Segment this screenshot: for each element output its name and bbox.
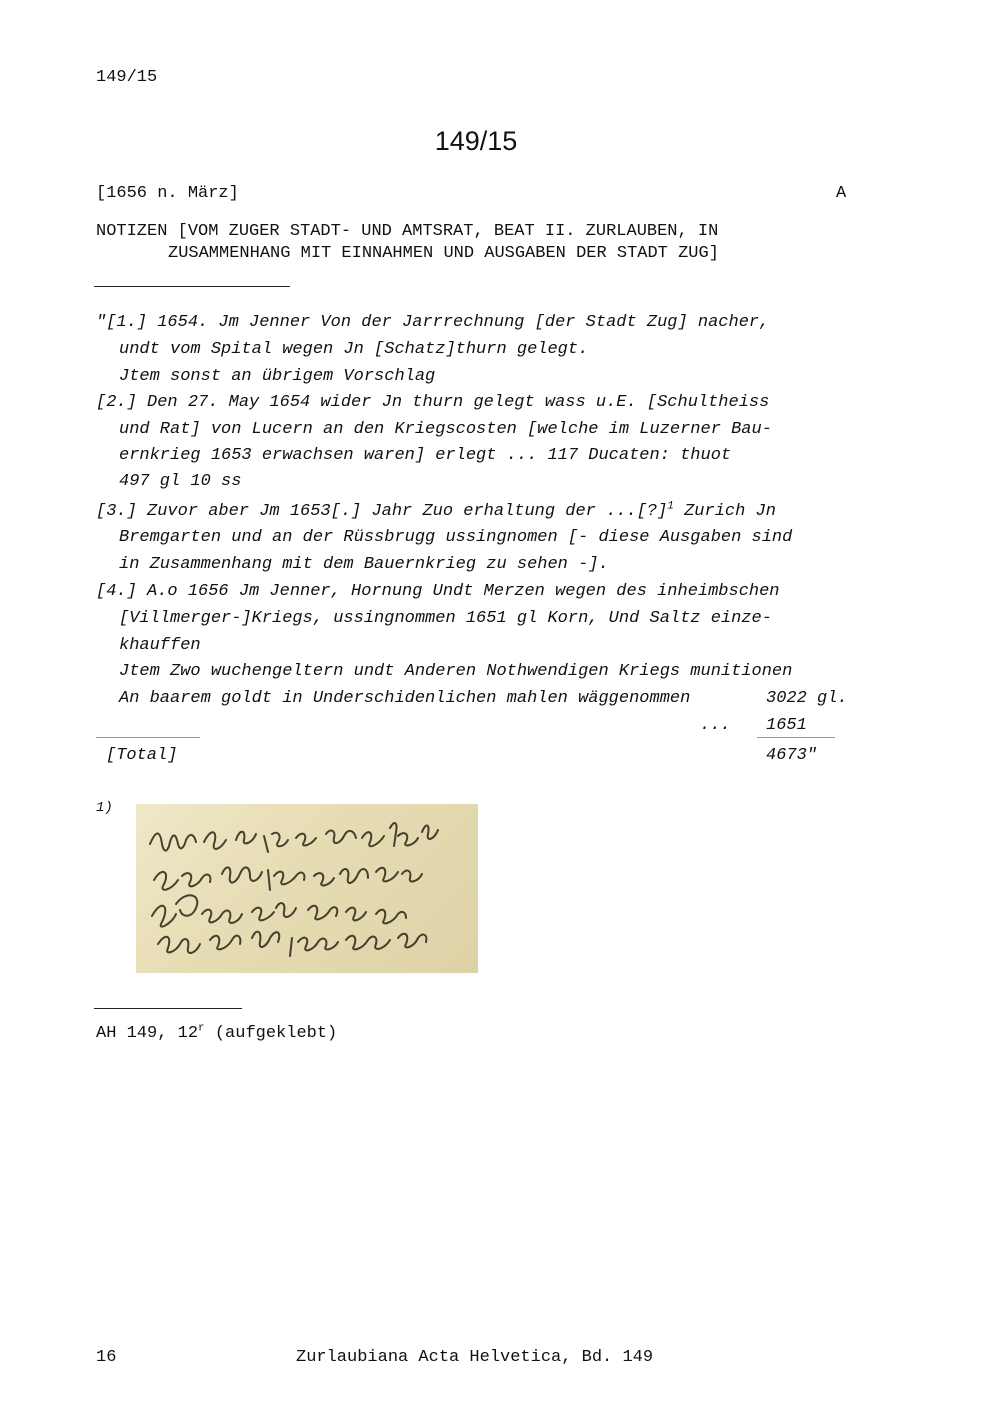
heading-line-1: NOTIZEN [VOM ZUGER STADT- UND AMTSRAT, BEAT II. ZURLAUBEN, IN bbox=[96, 222, 719, 241]
body-line: [3.] Zuvor aber Jm 1653[.] Jahr Zuo erhaltung der ...[?]$^1$ Zurich Jn bbox=[96, 500, 776, 521]
date-line: [1656 n. März] bbox=[96, 184, 239, 203]
body-line: in Zusammenhang mit dem Bauernkrieg zu sehen -]. bbox=[119, 555, 609, 574]
body-line: [4.] A.o 1656 Jm Jenner, Hornung Undt Merzen wegen des inheimbschen bbox=[96, 582, 780, 601]
publication-title: Zurlaubiana Acta Helvetica, Bd. 149 bbox=[296, 1348, 654, 1367]
document-marker: A bbox=[836, 184, 847, 203]
source-reference: AH 149, 12$^r$ (aufgeklebt) bbox=[96, 1022, 338, 1043]
body-line: [Villmerger-]Kriegs, ussingnommen 1651 gl Korn, Und Saltz einze- bbox=[119, 609, 772, 628]
body-line: [2.] Den 27. May 1654 wider Jn thurn gelegt wass u.E. [Schultheiss bbox=[96, 393, 770, 412]
footnote-reference: 1 bbox=[667, 500, 674, 513]
body-line: undt vom Spital wegen Jn [Schatz]thurn gelegt. bbox=[119, 340, 589, 359]
total-value: 4673" bbox=[766, 746, 818, 765]
body-line: ernkrieg 1653 erwachsen waren] erlegt ... 117 Ducaten: thuot bbox=[119, 446, 732, 465]
sum-rule-left bbox=[96, 737, 200, 738]
body-line: An baarem goldt in Underschidenlichen mahlen wäggenommen bbox=[119, 689, 691, 708]
body-line: 497 gl 10 ss bbox=[119, 472, 242, 491]
page-number: 16 bbox=[96, 1348, 117, 1367]
amount-value: 1651 bbox=[766, 716, 807, 735]
body-line: Jtem sonst an übrigem Vorschlag bbox=[119, 367, 436, 386]
body-line: und Rat] von Lucern an den Kriegscosten [welche im Luzerner Bau- bbox=[119, 420, 772, 439]
footnote-rule bbox=[94, 1008, 242, 1009]
body-line: Jtem Zwo wuchengeltern undt Anderen Nothwendigen Kriegs munitionen bbox=[119, 662, 793, 681]
sum-rule-right bbox=[757, 737, 835, 738]
body-line: "[1.] 1654. Jm Jenner Von der Jarrrechnung [der Stadt Zug] nacher, bbox=[96, 313, 770, 332]
document-number: 149/15 bbox=[434, 126, 518, 156]
footnote-marker: 1) bbox=[96, 800, 113, 816]
running-header: 149/15 bbox=[96, 68, 158, 87]
body-line: khauffen bbox=[119, 636, 201, 655]
handwriting-scribble bbox=[136, 804, 478, 973]
heading-line-2: ZUSAMMENHANG MIT EINNAHMEN UND AUSGABEN DER STADT ZUG] bbox=[168, 244, 719, 263]
heading-rule bbox=[94, 286, 290, 287]
body-line: Bremgarten und an der Rüssbrugg ussingnomen [- diese Ausgaben sind bbox=[119, 528, 793, 547]
ellipsis: ... bbox=[700, 716, 731, 735]
amount-value: 3022 gl. bbox=[766, 689, 848, 708]
total-label: [Total] bbox=[106, 746, 178, 765]
manuscript-facsimile-image bbox=[136, 804, 478, 973]
